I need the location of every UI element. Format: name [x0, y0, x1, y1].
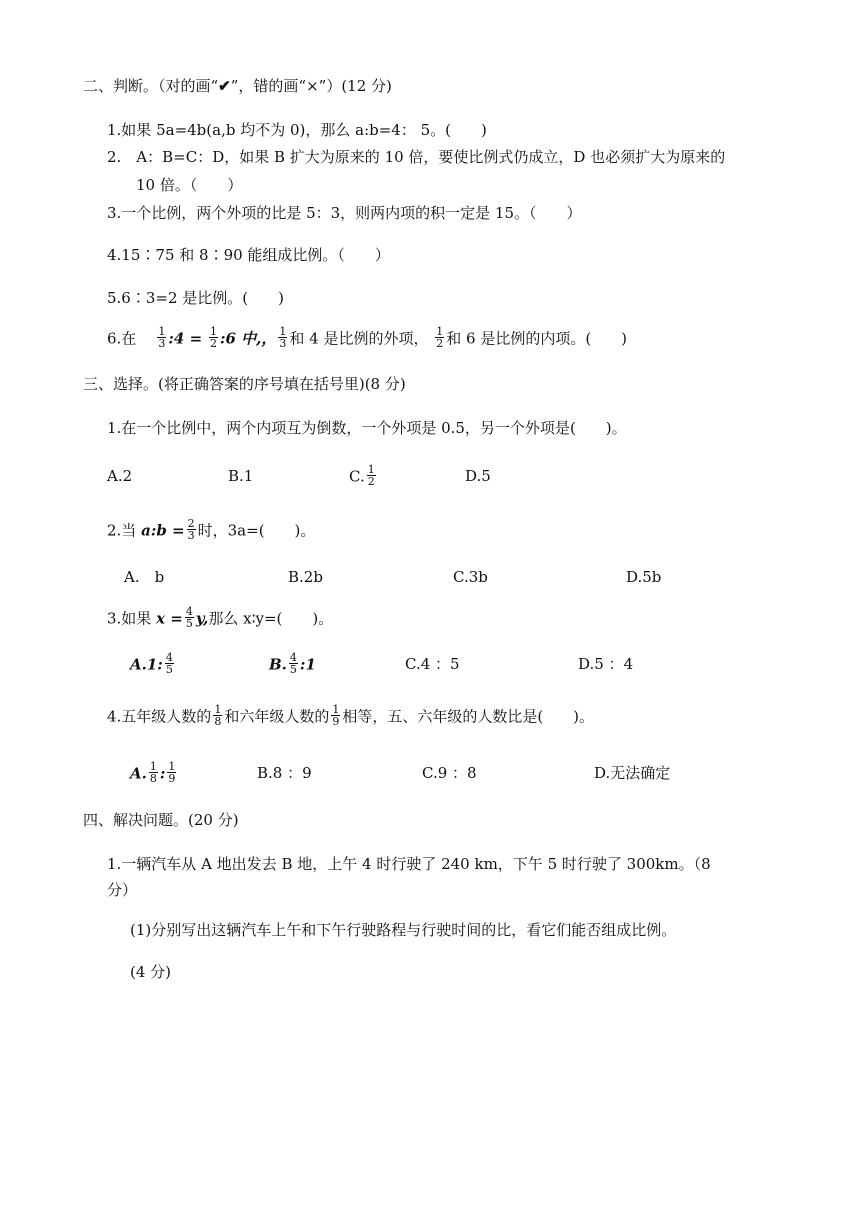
s3-q1-option-c: C. $\frac{1}{2}$: [349, 463, 375, 488]
s2-question-4: 4.15∶75 和 8∶90 能组成比例。（ ）: [107, 246, 390, 264]
s3-question-2: 2.当 a:b = $\frac{2}{3}$ 时，3a=( )。: [107, 517, 316, 542]
s2-question-2-line-2: 10 倍。（ ）: [136, 176, 243, 194]
s3-q3-option-c: C.4 ：5: [405, 655, 460, 673]
s2-question-6: 6.在 $\frac{1}{3}$ :4 = $\frac{1}{2}$ :6 中,， $\frac{1}{3}$ 和 4 是比例的外项， $\frac{1}{2}$ 和 6 是比例的内项。( ): [107, 325, 628, 350]
s3-q2-option-c: C.3b: [453, 568, 488, 586]
section-3-title: 三、选择。(将正确答案的序号填在括号里)(8 分): [83, 375, 406, 393]
s3-q2-option-b: B.2b: [288, 568, 323, 586]
s2-question-3: 3.一个比例，两个外项的比是 5：3，则两内项的积一定是 15。（ ）: [107, 204, 582, 222]
s3-q2-option-a: A. b: [124, 568, 165, 586]
fraction: $\frac{1}{2}$: [436, 325, 444, 350]
s4-subquestion-1-points: (4 分): [130, 963, 172, 981]
s3-q3-option-d: D.5 ：4: [578, 655, 634, 673]
s4-question-1-line-1: 1.一辆汽车从 A 地出发去 B 地，上午 4 时行驶了 240 km，下午 5 时行驶了 300km。（8: [107, 855, 711, 873]
fraction: $\frac{1}{3}$: [279, 325, 287, 350]
s3-q4-option-d: D.无法确定: [594, 764, 671, 782]
section-4-title: 四、解决问题。(20 分): [83, 811, 239, 829]
s3-q1-option-b: B.1: [228, 467, 254, 485]
s3-q4-option-a: A. $\frac{1}{8}$ : $\frac{1}{9}$: [130, 760, 176, 785]
s3-q1-option-a: A.2: [107, 467, 133, 485]
section-2-title: 二、判断。（对的画“✔”，错的画“×”）(12 分): [83, 77, 392, 95]
fraction: $\frac{1}{2}$: [209, 325, 217, 350]
s2-question-5: 5.6∶3=2 是比例。( ): [107, 289, 284, 307]
s3-q2-option-d: D.5b: [626, 568, 662, 586]
s2-question-2-line-1: 2. A：B=C：D，如果 B 扩大为原来的 10 倍，要使比例式仍成立，D 也必须扩大为原来的: [107, 148, 726, 166]
s3-q1-option-d: D.5: [465, 467, 491, 485]
s3-question-4: 4.五年级人数的 $\frac{1}{8}$ 和六年级人数的 $\frac{1}{9}$ 相等，五、六年级的人数比是( )。: [107, 703, 595, 728]
s3-q4-option-c: C.9 ：8: [422, 764, 477, 782]
s2-question-1: 1.如果 5a=4b(a,b 均不为 0)，那么 a:b=4： 5。( ): [107, 121, 487, 139]
fraction: $\frac{1}{3}$: [158, 325, 166, 350]
s3-q3-option-b: B. $\frac{4}{5}$ :1: [269, 651, 316, 676]
s4-subquestion-1: (1)分别写出这辆汽车上午和下午行驶路程与行驶时间的比，看它们能否组成比例。: [130, 921, 677, 939]
check-mark-icon: ✔: [218, 77, 231, 95]
s4-question-1-line-2: 分）: [107, 881, 138, 899]
s3-question-3: 3.如果 x = $\frac{4}{5}$ y,那么 x∶y=( )。: [107, 605, 334, 630]
s3-question-1: 1.在一个比例中，两个内项互为倒数，一个外项是 0.5，另一个外项是( )。: [107, 419, 627, 437]
s3-q3-option-a: A.1: $\frac{4}{5}$: [130, 651, 173, 676]
s3-q4-option-b: B.8 ：9: [257, 764, 312, 782]
